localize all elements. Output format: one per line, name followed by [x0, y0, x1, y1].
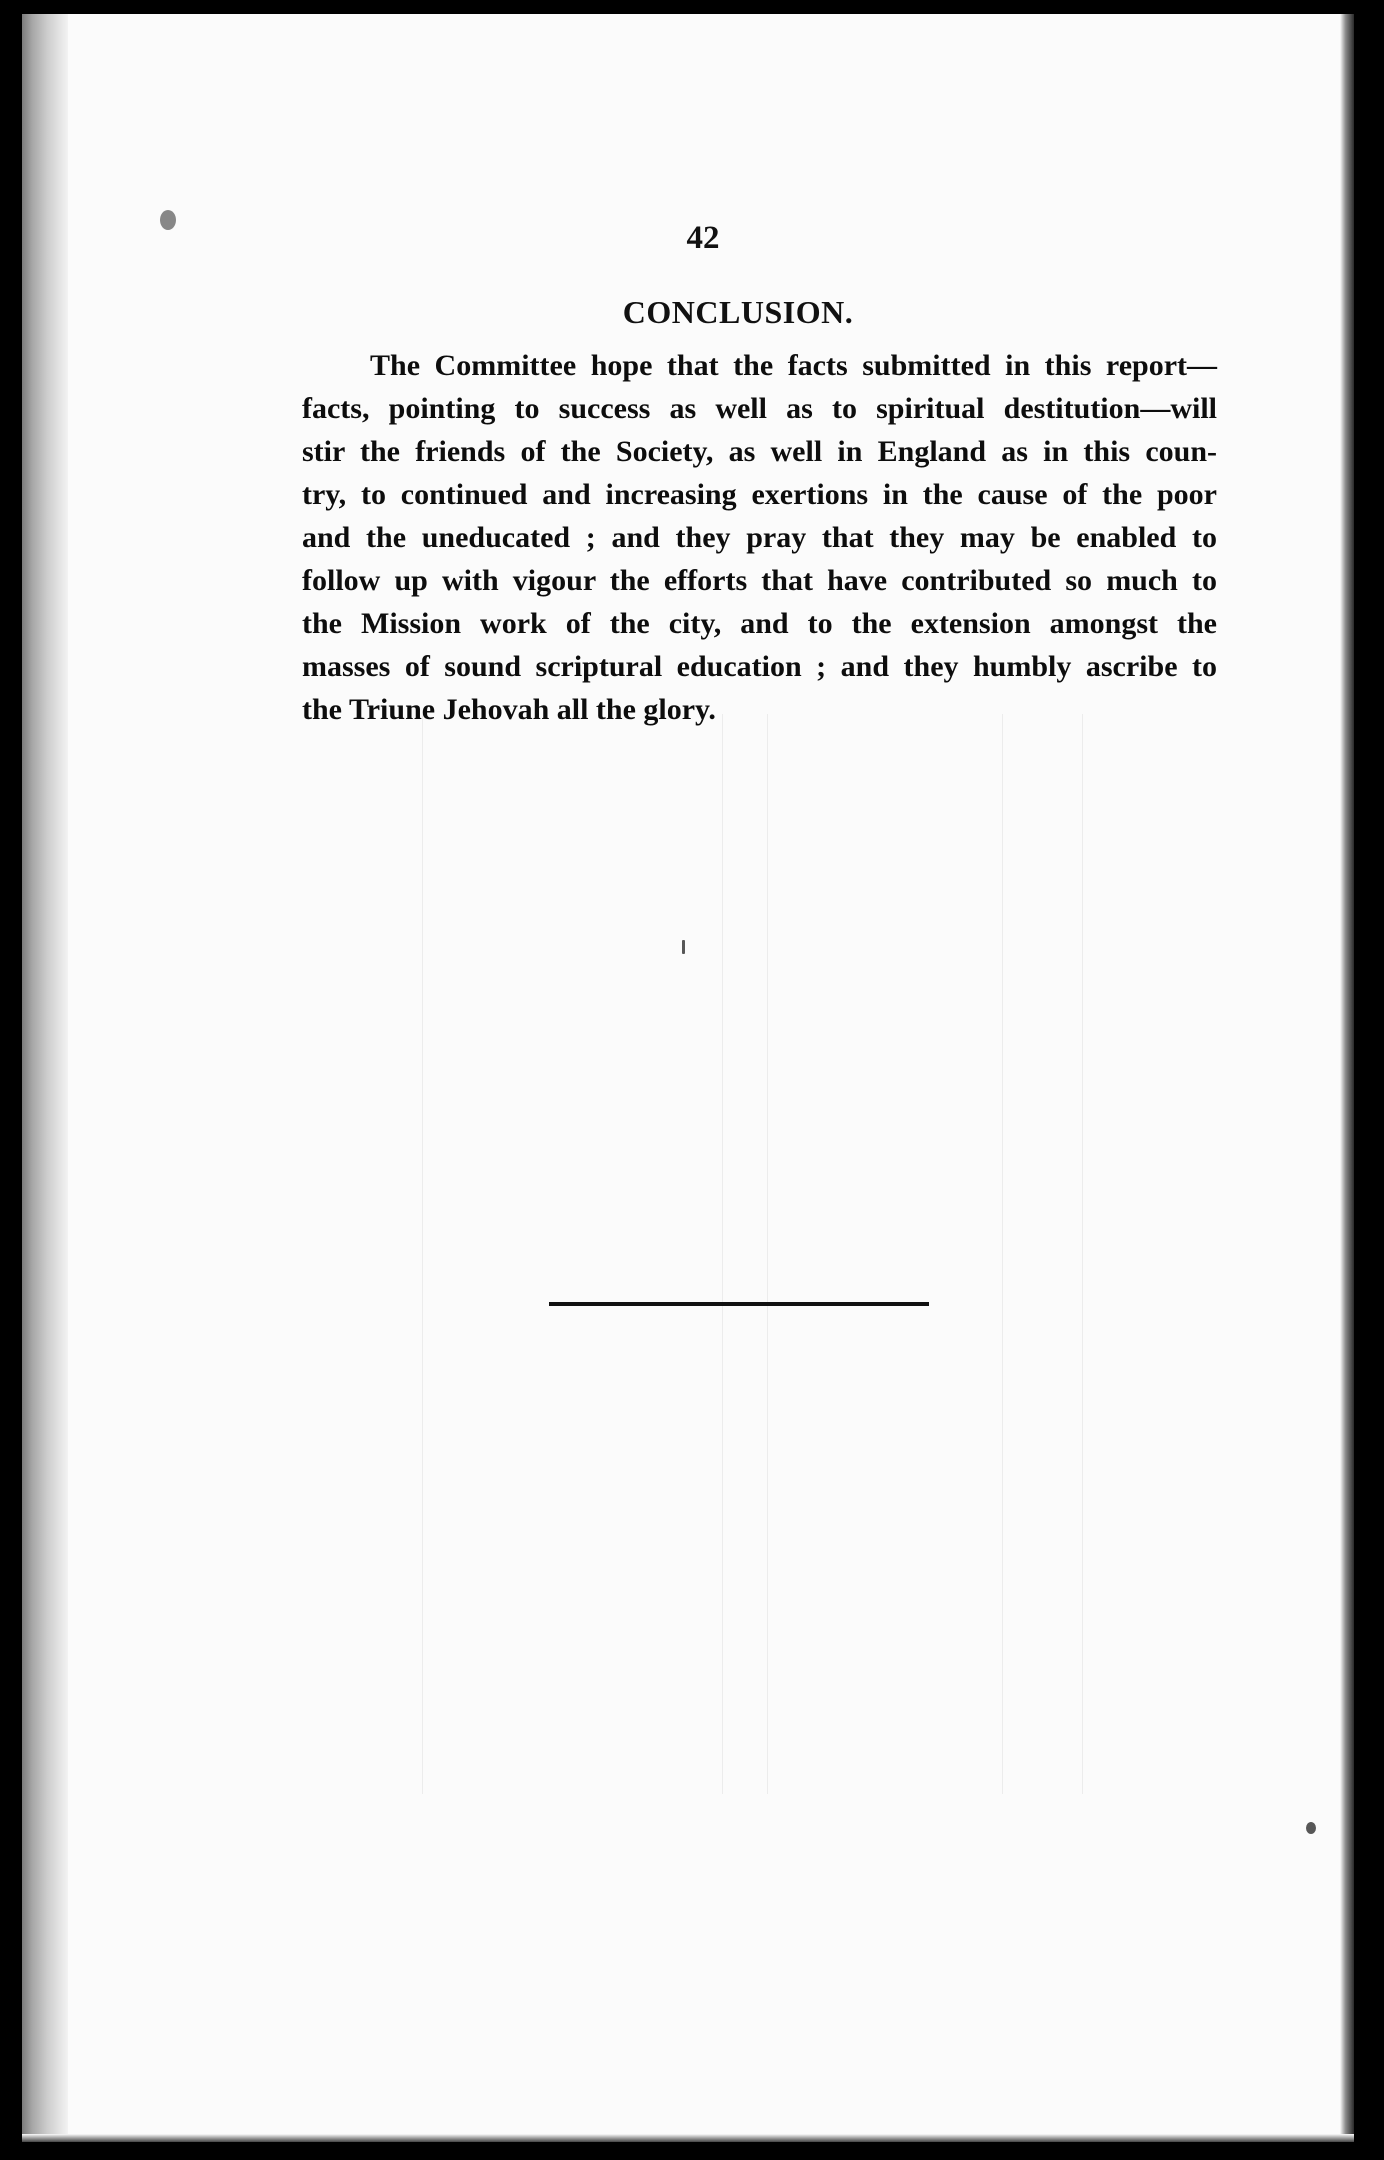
page-left-edge-shadow: [22, 14, 68, 2142]
page-number: 42: [686, 220, 720, 256]
bleed-through-rule: [422, 714, 423, 1794]
paragraph-line: masses of sound scriptural education ; and they humbly ascribe to: [302, 650, 1217, 683]
paragraph-line: try, to continued and increasing exertions in the cause of the poor: [302, 478, 1217, 511]
paragraph-line: and the uneducated ; and they pray that they may be enabled to: [302, 521, 1217, 554]
bleed-through-rule: [767, 714, 768, 1794]
ink-speck: [682, 940, 685, 954]
paragraph-line: stir the friends of the Society, as well in England as in this coun-: [302, 435, 1217, 468]
paragraph-line: facts, pointing to success as well as to spiritual destitution—will: [302, 392, 1217, 425]
page-right-edge-shadow: [1340, 14, 1354, 2142]
paragraph-line: the Mission work of the city, and to the extension amongst the: [302, 607, 1217, 640]
bleed-through-rule: [1002, 714, 1003, 1794]
section-heading: CONCLUSION.: [622, 294, 854, 330]
bleed-through-rule: [722, 714, 723, 1794]
document-page: [22, 14, 1354, 2142]
ink-speck: [1306, 1822, 1316, 1834]
page-bottom-edge-shadow: [22, 2134, 1354, 2142]
conclusion-paragraph: [302, 344, 1217, 731]
closing-rule: [549, 1302, 929, 1306]
paragraph-line: The Committee hope that the facts submitted in this report—: [370, 349, 1217, 382]
paragraph-line: the Triune Jehovah all the glory.: [302, 693, 716, 726]
paragraph-line: follow up with vigour the efforts that have contributed so much to: [302, 564, 1217, 597]
bleed-through-rule: [1082, 714, 1083, 1794]
